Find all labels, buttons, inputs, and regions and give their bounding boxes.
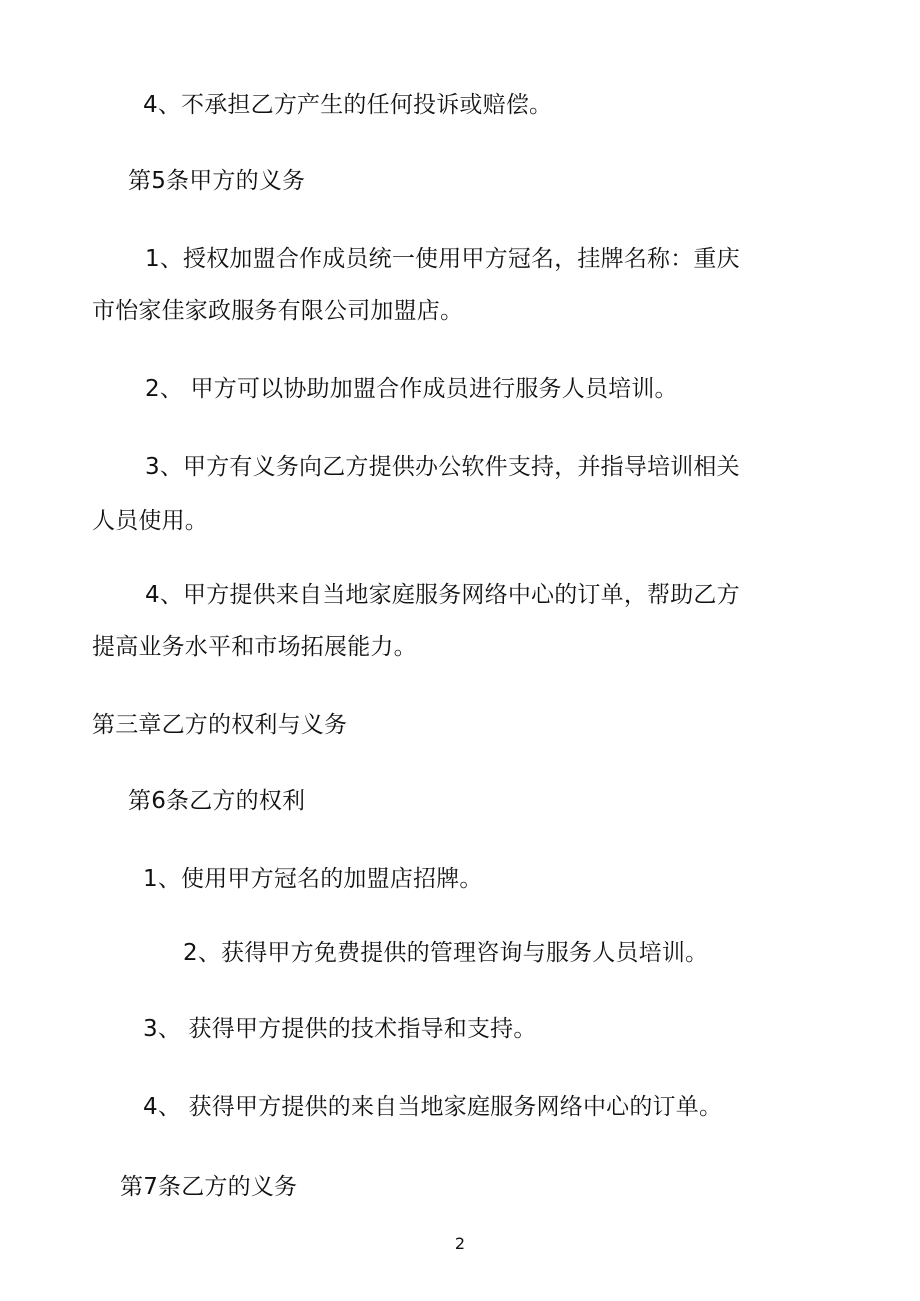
paragraph-line: 3、甲方有义务向乙方提供办公软件支持，并指导培训相关 (145, 454, 740, 480)
paragraph-line: 4、甲方提供来自当地家庭服务网络中心的订单，帮助乙方 (145, 582, 740, 608)
paragraph-line: 市怡家佳家政服务有限公司加盟店。 (92, 298, 464, 324)
chapter-heading: 第三章乙方的权利与义务 (92, 712, 348, 738)
article-heading: 第7条乙方的义务 (120, 1174, 298, 1200)
paragraph-line: 2、 甲方可以协助加盟合作成员进行服务人员培训。 (145, 376, 678, 402)
paragraph-line: 提高业务水平和市场拓展能力。 (92, 634, 417, 660)
article-heading: 第6条乙方的权利 (128, 788, 306, 814)
paragraph-line: 人员使用。 (92, 508, 208, 534)
paragraph-line: 1、授权加盟合作成员统一使用甲方冠名，挂牌名称：重庆 (145, 246, 740, 272)
page-number: 2 (454, 1234, 466, 1253)
paragraph-line: 1、使用甲方冠名的加盟店招牌。 (143, 866, 483, 892)
paragraph-line: 2、获得甲方免费提供的管理咨询与服务人员培训。 (183, 940, 709, 966)
paragraph-line: 4、不承担乙方产生的任何投诉或赔偿。 (143, 92, 553, 118)
paragraph-line: 3、 获得甲方提供的技术指导和支持。 (143, 1016, 537, 1042)
article-heading: 第5条甲方的义务 (128, 168, 306, 194)
paragraph-line: 4、 获得甲方提供的来自当地家庭服务网络中心的订单。 (143, 1094, 723, 1120)
